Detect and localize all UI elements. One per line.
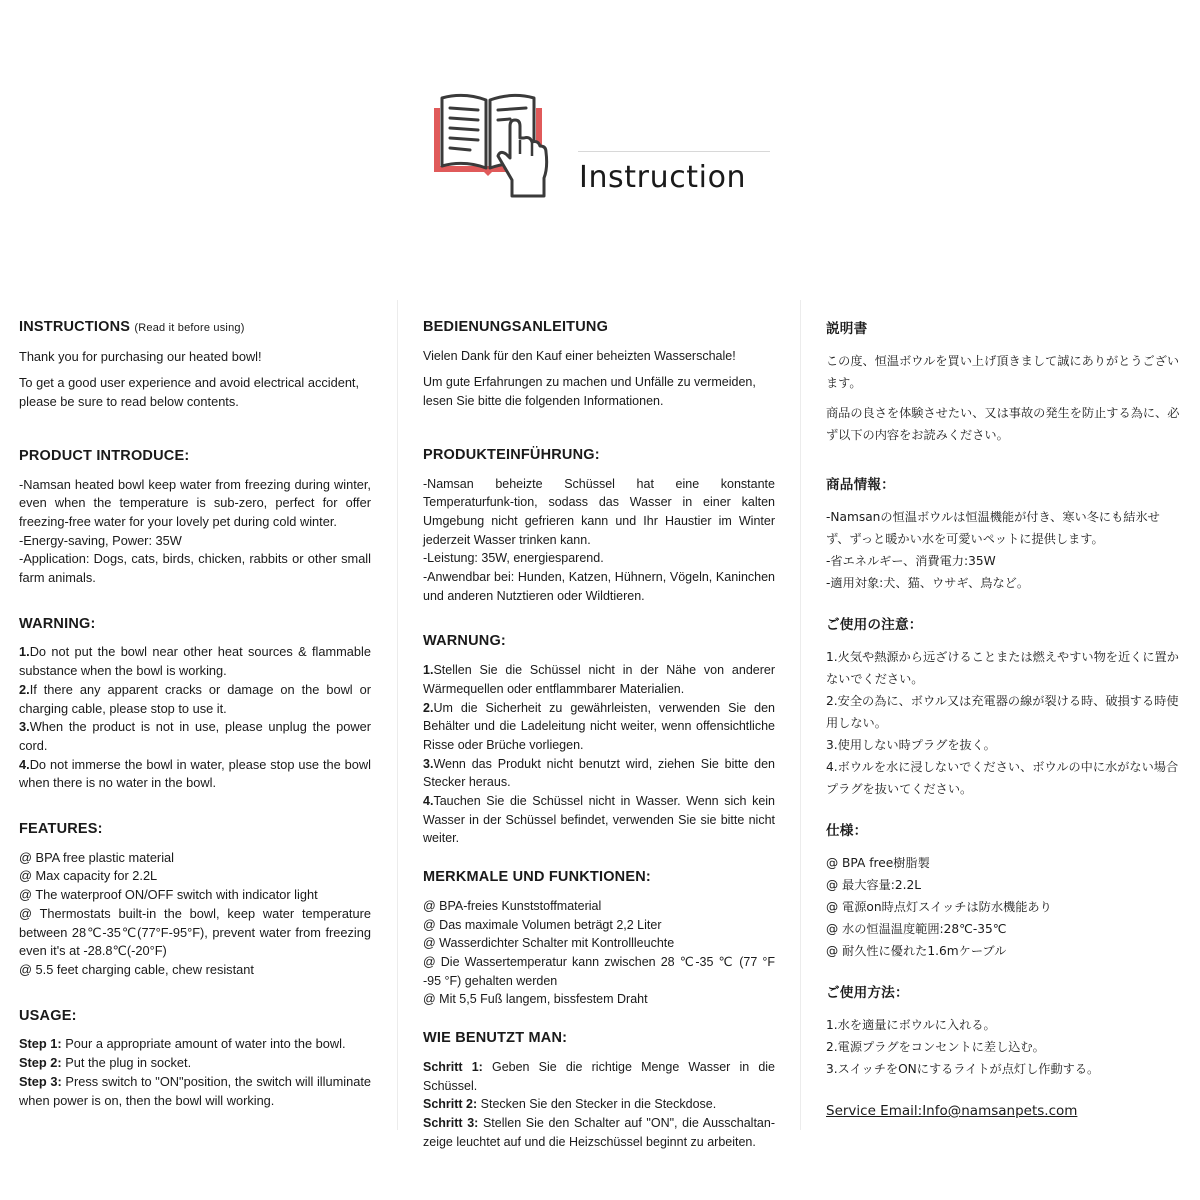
german-warning-list — [423, 661, 775, 848]
list-item: 2.安全の為に、ボウル又は充電器の線が裂ける時、破損する時使用しない。 — [826, 694, 1179, 730]
list-item — [423, 792, 775, 848]
japanese-warning-heading: ご使用の注意： — [826, 617, 923, 633]
item-text: Um die Sicherheit zu gewährleisten, verwenden Sie den Behälter und die Ladeleitung nicht weiter, wenn offensichtliche Risse oder Brüche vorliegen. — [423, 700, 775, 752]
item-number: 2. — [423, 700, 434, 715]
english-intro-title: INSTRUCTIONS — [19, 319, 131, 335]
german-features-heading: MERKMALE UND FUNKTIONEN: — [423, 869, 651, 886]
list-item: @ 最大容量:2.2L — [826, 878, 922, 892]
item-text: Wenn das Produkt nicht benutzt wird, ziehen Sie bitte den Stecker heraus. — [423, 756, 775, 790]
japanese-usage-heading: ご使用方法： — [826, 985, 909, 1001]
german-advice: Um gute Erfahrungen zu machen und Unfälle zu vermeiden, lesen Sie bitte die folgenden Informationen. — [423, 375, 756, 409]
list-item: -適用対象:犬、猫、ウサギ、鳥など。 — [826, 576, 1030, 590]
english-warning-heading: WARNING: — [19, 615, 96, 632]
step-label: Schritt 3: — [423, 1115, 479, 1130]
page-title: Instruction — [579, 160, 747, 195]
step-label: Schritt 2: — [423, 1097, 478, 1112]
list-item — [19, 1035, 371, 1054]
english-intro-heading — [19, 318, 371, 338]
item-number: 3. — [19, 719, 30, 735]
list-item: -Energy-saving, Power: 35W — [19, 532, 182, 548]
step-text: Press switch to "ON"position, the switch will illuminate when power is on, then the bowl will working. — [19, 1073, 371, 1108]
item-number: 3. — [423, 756, 434, 771]
item-number: 2. — [19, 681, 30, 697]
list-item: @ 電源on時点灯スイッチは防水機能あり — [826, 900, 1052, 914]
english-product-heading: PRODUCT INTRODUCE: — [19, 447, 190, 464]
step-label: Step 2: — [19, 1055, 62, 1071]
item-text: Do not put the bowl near other heat sources & flammable substance when the bowl is working. — [19, 644, 371, 679]
list-item: 3.スイッチをONにするライトが点灯し作動する。 — [826, 1062, 1100, 1076]
japanese-usage-list — [826, 1014, 1182, 1080]
item-number: 1. — [423, 663, 434, 678]
list-item: 2.電源プラグをコンセントに差し込む。 — [826, 1040, 1045, 1054]
english-usage-list — [19, 1035, 371, 1110]
german-usage-heading: WIE BENUTZT MAN: — [423, 1030, 568, 1047]
english-advice: To get a good user experience and avoid electrical accident, please be sure to read below contents. — [19, 375, 360, 410]
japanese-advice: 商品の良さを体験させたい、又は事故の発生を防止する為に、必ず以下の内容をお読みください。 — [826, 406, 1180, 442]
step-text: Pour a appropriate amount of water into the bowl. — [61, 1036, 346, 1052]
header — [0, 0, 1200, 260]
list-item: -Leistung: 35W, energiesparend. — [423, 551, 604, 566]
list-item: @ BPA-freies Kunststoffmaterial — [423, 898, 602, 913]
step-text: Put the plug in socket. — [61, 1055, 192, 1071]
list-item: @ 耐久性に優れた1.6mケーブル — [826, 944, 1007, 958]
list-item — [19, 643, 371, 680]
list-item — [423, 1095, 775, 1114]
german-column — [423, 318, 775, 1151]
list-item: -Application: Dogs, cats, birds, chicken, rabbits or other small farm animals. — [19, 551, 371, 586]
list-item — [19, 1054, 371, 1073]
list-item: @ Mit 5,5 Fuß langem, bissfestem Draht — [423, 992, 648, 1007]
list-item: -Namsan heated bowl keep water from freezing during winter, even when the temperature is sub-zero, perfect for offer freezing-free water for your lovely pet during cold winter. — [19, 476, 371, 529]
german-product-heading: PRODUKTEINFÜHRUNG: — [423, 446, 600, 463]
japanese-intro-heading: 説明書 — [826, 321, 868, 337]
list-item: @ 5.5 feet charging cable, chew resistant — [19, 961, 254, 977]
german-intro-heading: BEDIENUNGSANLEITUNG — [423, 319, 609, 335]
list-item: 1.水を適量にボウルに入れる。 — [826, 1018, 996, 1032]
column-divider — [397, 300, 398, 1130]
open-book-hand-icon — [428, 88, 552, 200]
german-features-list — [423, 897, 775, 1009]
service-email-link[interactable]: Service Email:Info@namsanpets.com — [826, 1103, 1078, 1119]
list-item — [423, 699, 775, 755]
list-item: 3.使用しない時プラグを抜く。 — [826, 738, 996, 752]
item-number: 1. — [19, 644, 30, 660]
list-item: @ Wasserdichter Schalter mit Kontrollleuchte — [423, 936, 675, 951]
list-item: 4.ボウルを水に浸しないでください、ボウルの中に水がない場合プラグを抜いてください。 — [826, 760, 1179, 796]
list-item: 1.火気や熱源から远ざけることまたは燃えやすい物を近くに置かないでください。 — [826, 650, 1179, 686]
japanese-product-heading: 商品情報： — [826, 477, 895, 493]
list-item: -Namsan beheizte Schüssel hat eine konstante Temperaturfunk-tion, sodass das Wasser in einer kalten Umgebung nicht gefrieren kann und Ihr Haustier im Winter jederzeit Wasser trinken kann. — [423, 476, 775, 547]
list-item: @ BPA free plastic material — [19, 849, 174, 865]
english-usage-heading: USAGE: — [19, 1007, 77, 1024]
list-item: -Namsanの恒温ボウルは恒温機能が付き、寒い冬にも結氷せず、ずっと暖かい水を可愛いペットに提供します。 — [826, 510, 1160, 546]
list-item — [19, 756, 371, 793]
step-label: Step 1: — [19, 1036, 62, 1052]
item-number: 4. — [423, 794, 434, 809]
step-text: Geben Sie die richtige Menge Wasser in die Schüssel. — [423, 1059, 775, 1093]
japanese-thanks: この度、恒温ボウルを買い上げ頂きまして誠にありがとうございます。 — [826, 354, 1180, 390]
german-warning-heading: WARNUNG: — [423, 633, 506, 650]
japanese-warning-list — [826, 646, 1182, 800]
english-features-heading: FEATURES: — [19, 821, 103, 838]
list-item — [19, 1073, 371, 1110]
german-product-list — [423, 475, 775, 606]
list-item — [423, 661, 775, 698]
item-number: 4. — [19, 756, 30, 772]
item-text: Do not immerse the bowl in water, please stop use the bowl when there is no water in the bowl. — [19, 756, 371, 791]
step-label: Step 3: — [19, 1073, 62, 1089]
english-warning-list — [19, 643, 371, 793]
list-item — [423, 755, 775, 792]
list-item — [19, 681, 371, 718]
step-label: Schritt 1: — [423, 1059, 483, 1074]
japanese-features-heading: 仕様： — [826, 823, 868, 839]
list-item — [423, 1114, 775, 1151]
step-text: Stellen Sie den Schalter auf "ON", die Ausschaltan-zeige leuchtet auf und die Heizschüssel beginnt zu arbeiten. — [423, 1115, 775, 1149]
list-item: @ Max capacity for 2.2L — [19, 868, 158, 884]
japanese-column — [826, 318, 1182, 1122]
english-product-list — [19, 476, 371, 588]
list-item: @ BPA free樹脂製 — [826, 856, 930, 870]
column-divider — [800, 300, 801, 1130]
list-item: @ Die Wassertemperatur kann zwischen 28 ℃-35 ℃ (77 °F -95 °F) gehalten werden — [423, 954, 775, 988]
list-item — [423, 1058, 775, 1095]
list-item — [19, 718, 371, 755]
german-thanks: Vielen Dank für den Kauf einer beheizten Wasserschale! — [423, 348, 736, 363]
item-text: When the product is not in use, please unplug the power cord. — [19, 719, 371, 753]
english-thanks: Thank you for purchasing our heated bowl! — [19, 348, 262, 364]
item-text: Stellen Sie die Schüssel nicht in der Nähe von anderer Wärmequellen oder entflammbarer Materialien. — [423, 663, 775, 696]
japanese-features-list — [826, 852, 1182, 962]
item-text: If there any apparent cracks or damage on the bowl or charging cable, please stop to use it. — [19, 681, 371, 716]
list-item: @ Das maximale Volumen beträgt 2,2 Liter — [423, 917, 662, 932]
header-rule — [578, 151, 770, 152]
list-item: -Anwendbar bei: Hunden, Katzen, Hühnern, Vögeln, Kaninchen und anderen Nutztieren oder Wildtieren. — [423, 570, 775, 603]
english-features-list — [19, 849, 371, 980]
list-item: -省エネルギー、消費電力:35W — [826, 554, 996, 568]
english-intro-note: (Read it before using) — [134, 322, 245, 334]
german-usage-list — [423, 1058, 775, 1152]
list-item: @ The waterproof ON/OFF switch with indicator light — [19, 887, 318, 903]
japanese-product-list — [826, 506, 1182, 594]
item-text: Tauchen Sie die Schüssel nicht in Wasser. Wenn sich kein Wasser in der Schüssel befindet, verwenden Sie sie bitte nicht weiter. — [423, 794, 775, 846]
step-text: Stecken Sie den Stecker in die Steckdose. — [477, 1097, 717, 1112]
list-item: @ Thermostats built-in the bowl, keep water temperature between 28℃-35℃(77°F-95°F), prevent water from freezing even it's at -28.8℃(-20°F) — [19, 905, 371, 959]
english-column — [19, 318, 371, 1110]
list-item: @ 水の恒温温度範囲:28℃-35℃ — [826, 922, 1007, 936]
